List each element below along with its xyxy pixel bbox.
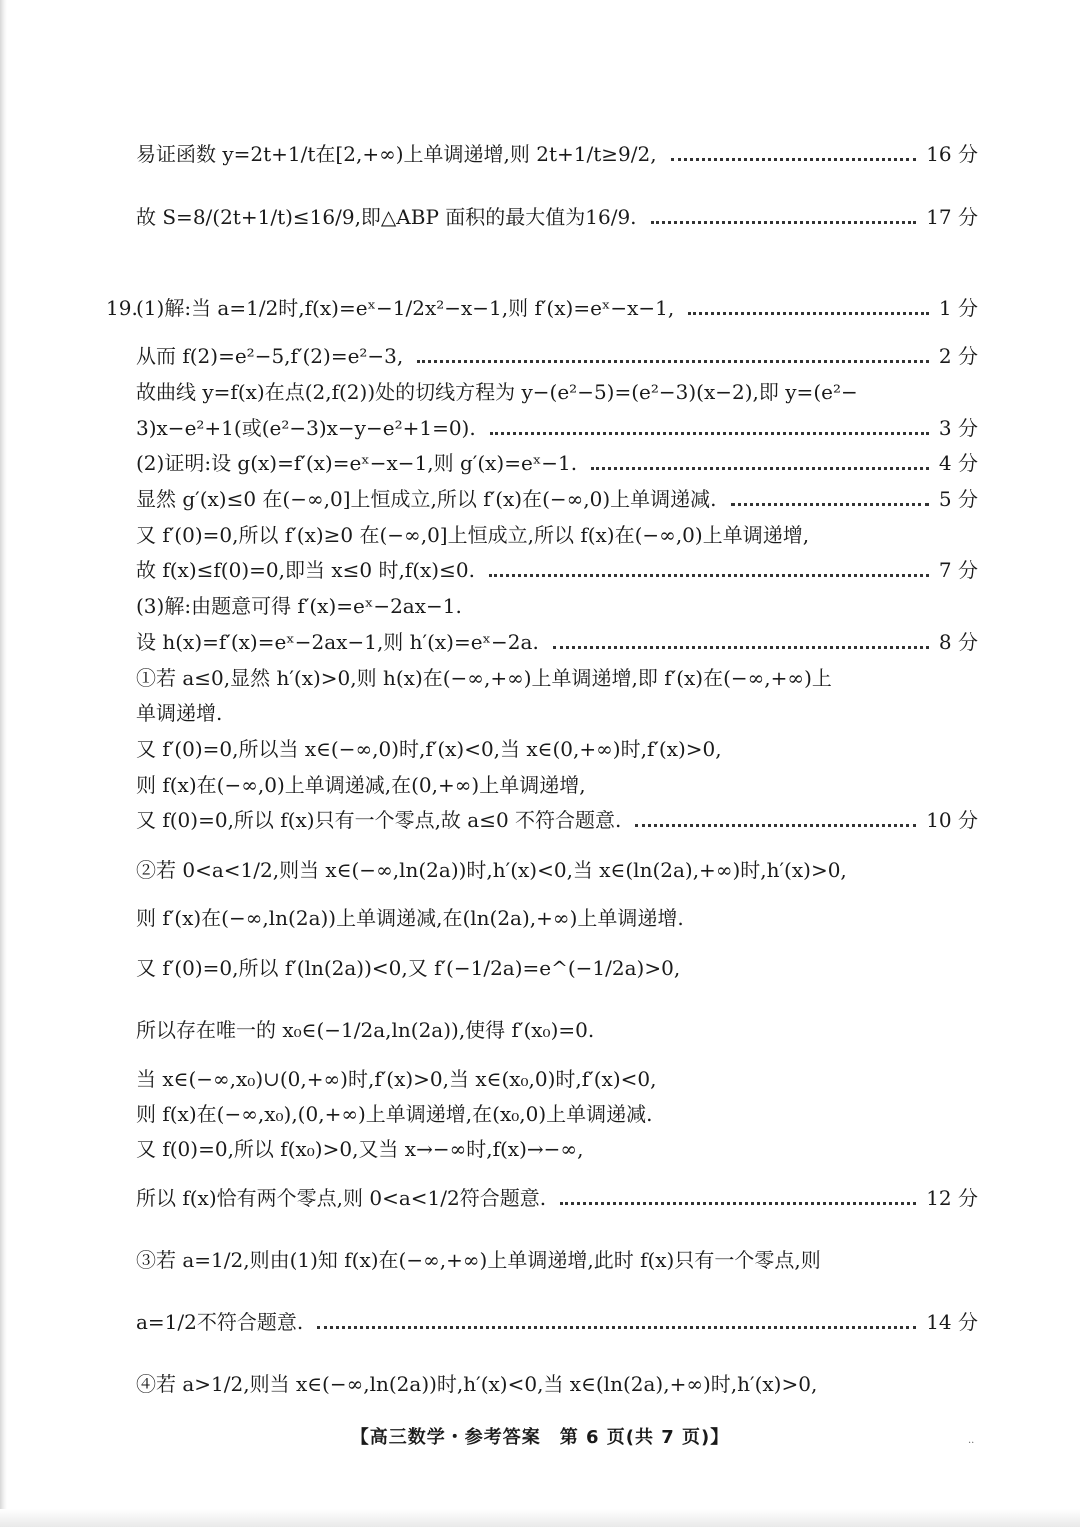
line-text: 又 f(0)=0,所以 f(x)只有一个零点,故 a≤0 不符合题意. [136,808,622,832]
question-number: 19. [106,296,138,320]
line-text: 3)x−e²+1(或(e²−3)x−y−e²+1=0). [136,416,476,440]
solution-line [136,666,978,691]
solution-line [136,142,978,167]
solution-line [136,451,978,476]
score-mark: 7 分 [938,558,978,582]
dot-leader [591,467,929,470]
line-text: (1)解:当 a=1/2时,f(x)=eˣ−1/2x²−x−1,则 f′(x)=eˣ−x−1, [136,296,675,320]
solution-line [136,594,978,619]
line-text: 单调递增. [136,701,223,725]
line-text: 设 h(x)=f′(x)=eˣ−2ax−1,则 h′(x)=eˣ−2a. [136,630,539,654]
solution-line [136,906,978,931]
solution-line [136,1137,978,1162]
solution-line [136,380,978,405]
score-mark: 5 分 [938,487,978,511]
solution-line [136,205,978,230]
solution-line [136,1067,978,1092]
solution-line [136,416,978,441]
line-text: (2)证明:设 g(x)=f′(x)=eˣ−x−1,则 g′(x)=eˣ−1. [136,451,578,475]
dot-leader [560,1202,916,1205]
page-footer: 【高三数学・参考答案 第 6 页(共 7 页)】 [350,1427,730,1448]
line-text: ③若 a=1/2,则由(1)知 f(x)在(−∞,+∞)上单调递增,此时 f(x)只有一个零点,则 [136,1248,821,1272]
line-text: (3)解:由题意可得 f′(x)=eˣ−2ax−1. [136,594,462,618]
line-text: 显然 g′(x)≤0 在(−∞,0]上恒成立,所以 f′(x)在(−∞,0)上单调递减. [136,487,717,511]
score-mark: 16 分 [926,142,978,166]
line-text: 又 f′(0)=0,所以 f′(ln(2a))<0,又 f′(−1/2a)=e^(−1/2a)>0, [136,956,681,980]
line-text: 故 S=8/(2t+1/t)≤16/9,即△ABP 面积的最大值为16/9. [136,205,637,229]
score-mark: 12 分 [926,1186,978,1210]
line-text: a=1/2不符合题意. [136,1310,304,1334]
solution-line [136,1248,978,1273]
line-text: ②若 0<a<1/2,则当 x∈(−∞,ln(2a))时,h′(x)<0,当 x∈(ln(2a),+∞)时,h′(x)>0, [136,858,847,882]
page-edge-shadow [0,0,7,1527]
score-mark: 8 分 [938,630,978,654]
line-text: 当 x∈(−∞,x₀)∪(0,+∞)时,f′(x)>0,当 x∈(x₀,0)时,f′(x)<0, [136,1067,657,1091]
dot-leader [688,312,929,315]
line-text: 又 f(0)=0,所以 f(x₀)>0,又当 x→−∞时,f(x)→−∞, [136,1137,584,1161]
dot-leader [490,432,929,435]
score-mark: 3 分 [938,416,978,440]
dot-leader [731,503,929,506]
solution-line [136,956,978,981]
line-text: 易证函数 y=2t+1/t在[2,+∞)上单调递增,则 2t+1/t≥9/2, [136,142,657,166]
solution-line [136,630,978,655]
score-mark: 17 分 [926,205,978,229]
line-text: 所以 f(x)恰有两个零点,则 0<a<1/2符合题意. [136,1186,547,1210]
solution-line [136,344,978,369]
solution-line [136,808,978,833]
line-text: ④若 a>1/2,则当 x∈(−∞,ln(2a))时,h′(x)<0,当 x∈(ln(2a),+∞)时,h′(x)>0, [136,1372,818,1396]
solution-line [136,558,978,583]
dot-leader [635,824,916,827]
score-mark: 4 分 [938,451,978,475]
page-bottom-shadow [0,1509,1080,1527]
solution-line [136,773,978,798]
line-text: ①若 a≤0,显然 h′(x)>0,则 h(x)在(−∞,+∞)上单调递增,即 f′(x)在(−∞,+∞)上 [136,666,832,690]
solution-line [136,487,978,512]
solution-line [136,1186,978,1211]
solution-line [136,858,978,883]
dot-leader [417,360,929,363]
score-mark: 2 分 [938,344,978,368]
score-mark: 14 分 [926,1310,978,1334]
solution-line [136,1310,978,1335]
line-text: 故曲线 y=f(x)在点(2,f(2))处的切线方程为 y−(e²−5)=(e²−3)(x−2),即 y=(e²− [136,380,858,404]
line-text: 从而 f(2)=e²−5,f′(2)=e²−3, [136,344,404,368]
solution-line [136,523,978,548]
line-text: 故 f(x)≤f(0)=0,即当 x≤0 时,f(x)≤0. [136,558,475,582]
solution-line [136,701,978,726]
dot-leader [317,1326,916,1329]
score-mark: 1 分 [938,296,978,320]
line-text: 所以存在唯一的 x₀∈(−1/2a,ln(2a)),使得 f′(x₀)=0. [136,1018,595,1042]
line-text: 则 f(x)在(−∞,x₀),(0,+∞)上单调递增,在(x₀,0)上单调递减. [136,1102,653,1126]
solution-line [136,1102,978,1127]
score-mark: 10 分 [926,808,978,832]
line-text: 则 f(x)在(−∞,0)上单调递减,在(0,+∞)上单调递增, [136,773,586,797]
dot-leader [489,574,929,577]
solution-line [136,1372,978,1397]
dot-leader [553,646,929,649]
dot-leader [671,158,917,161]
line-text: 又 f′(0)=0,所以当 x∈(−∞,0)时,f′(x)<0,当 x∈(0,+∞)时,f′(x)>0, [136,737,722,761]
scan-speck: .. [968,1435,975,1446]
solution-line [136,1018,978,1043]
line-text: 又 f′(0)=0,所以 f′(x)≥0 在(−∞,0]上恒成立,所以 f(x)在(−∞,0)上单调递增, [136,523,810,547]
dot-leader [651,221,917,224]
solution-line [136,737,978,762]
line-text: 则 f′(x)在(−∞,ln(2a))上单调递减,在(ln(2a),+∞)上单调递增. [136,906,684,930]
solution-line [136,296,978,321]
